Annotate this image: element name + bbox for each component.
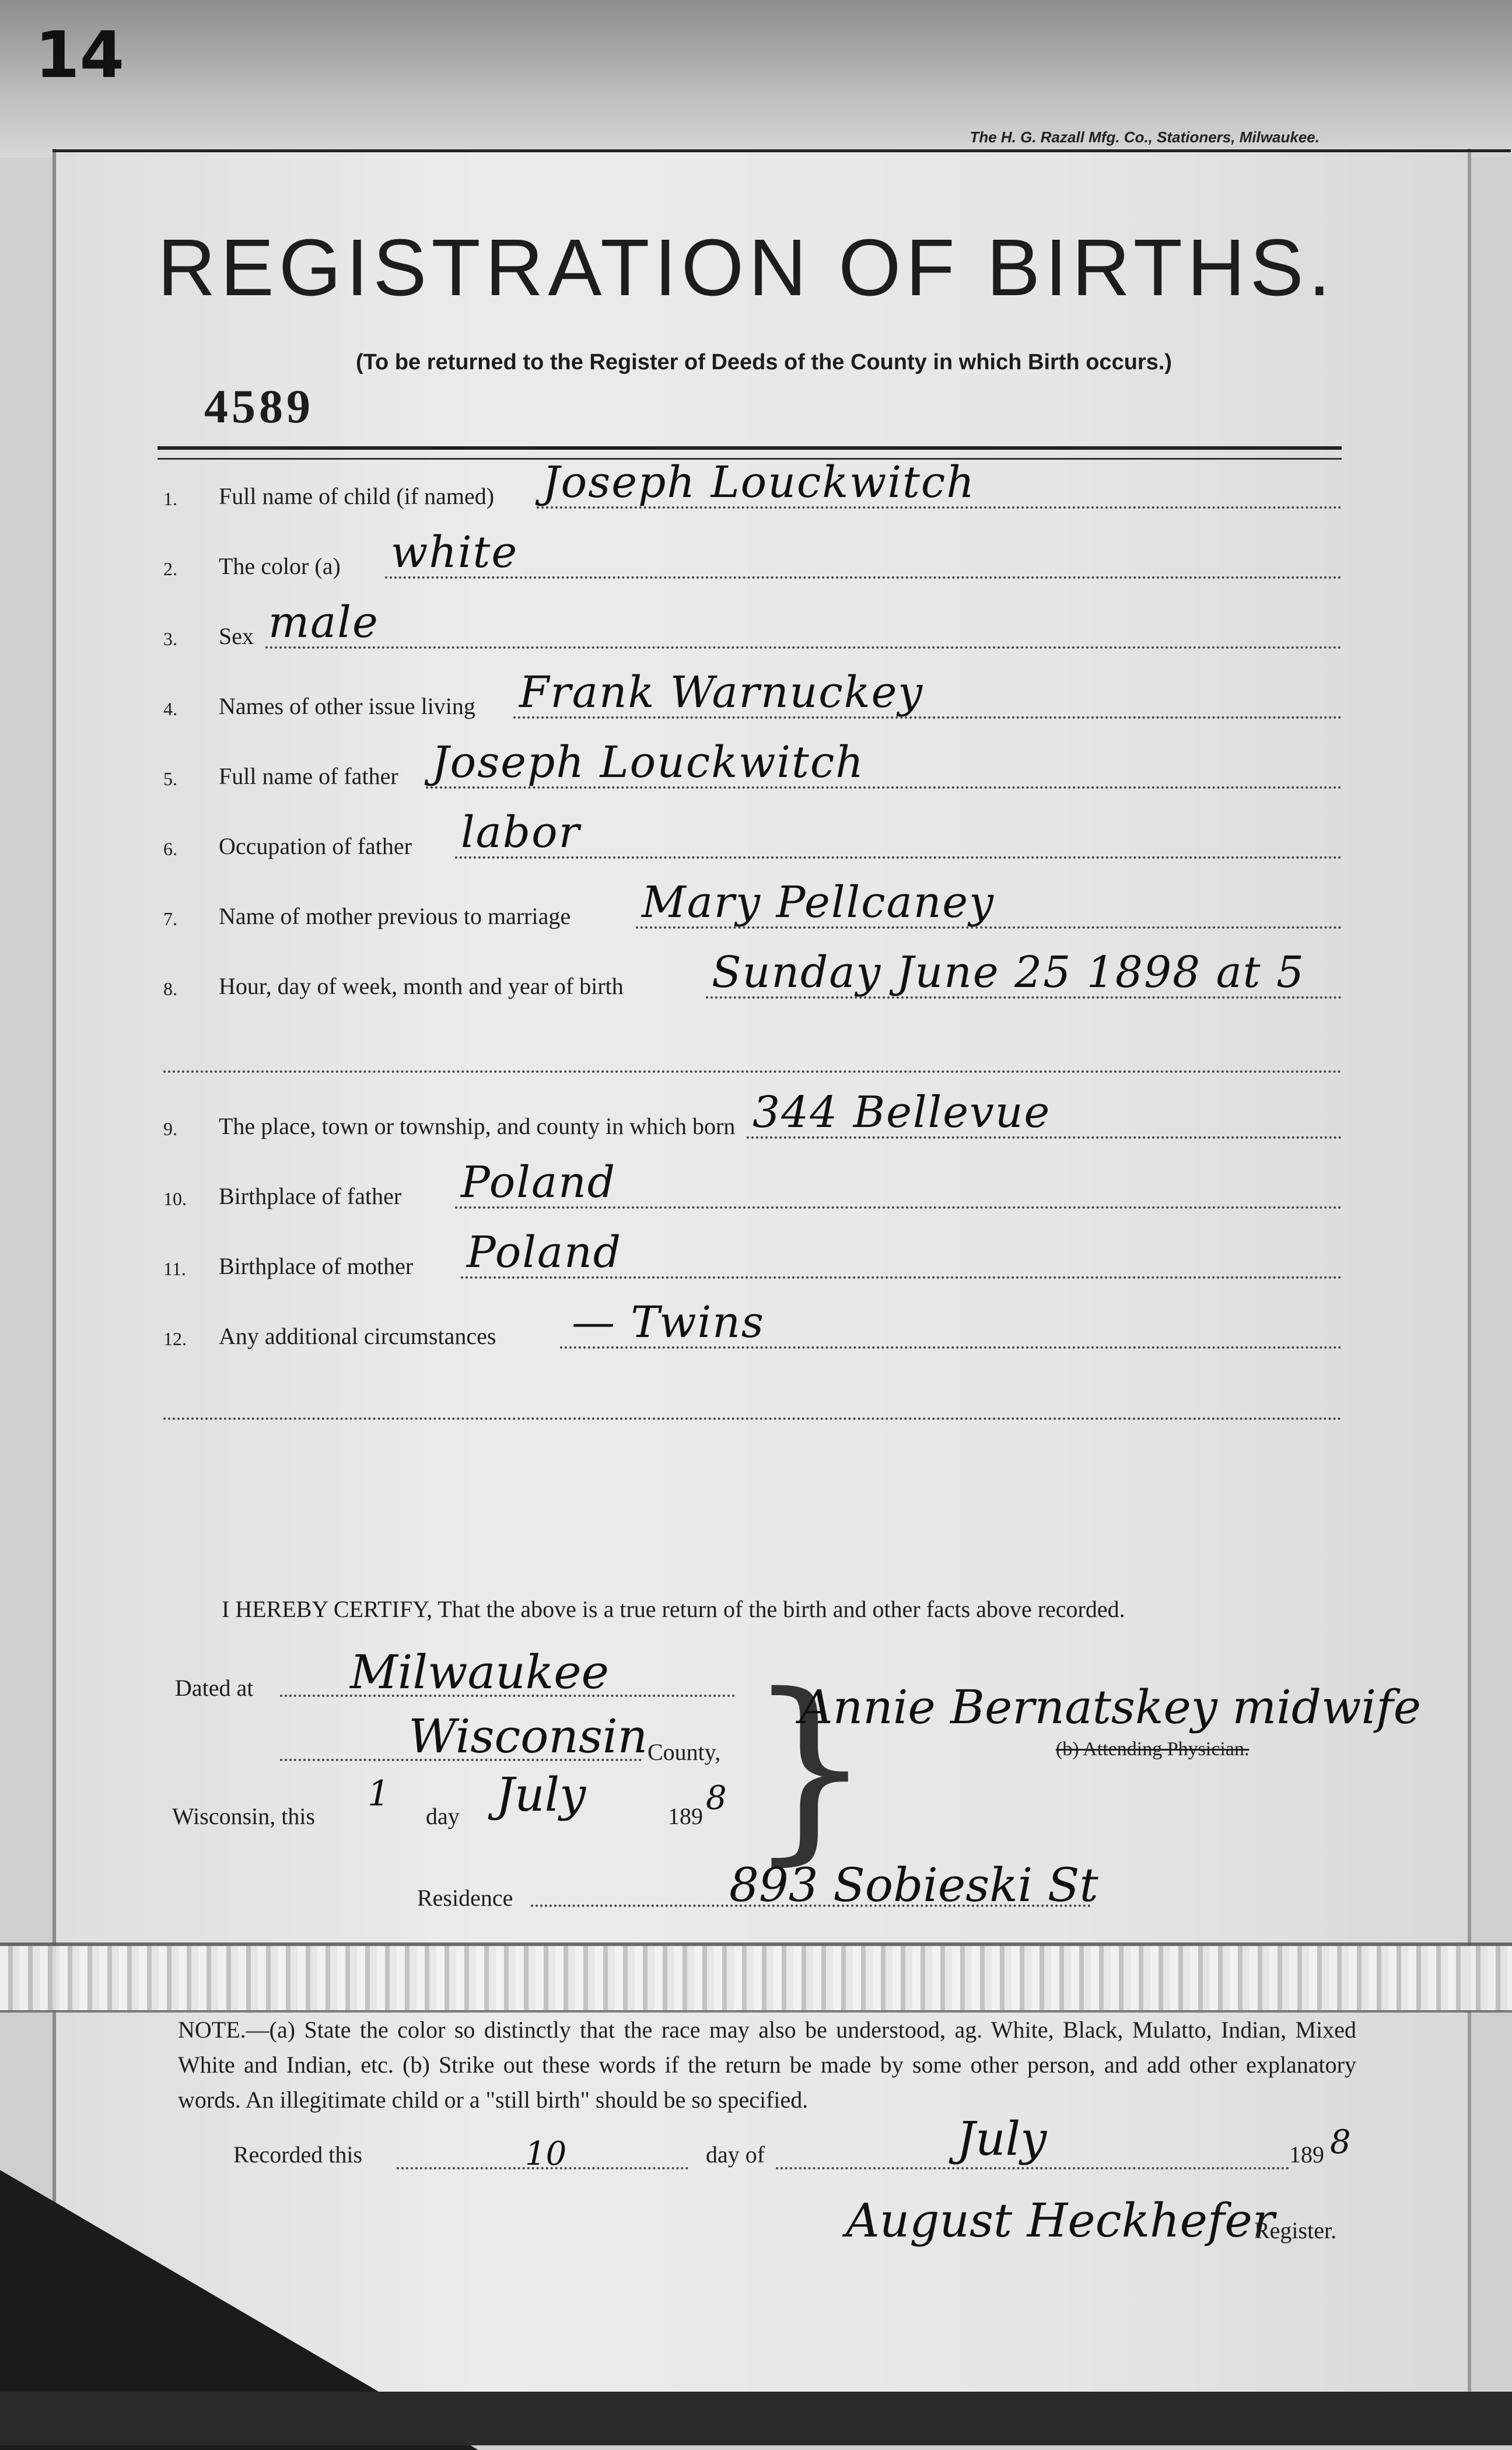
recorded-month-line bbox=[776, 2167, 1289, 2169]
field-number: 12. bbox=[163, 1328, 187, 1349]
field-number: 2. bbox=[163, 558, 177, 579]
field-row-color bbox=[163, 527, 1342, 583]
field-number: 6. bbox=[163, 838, 177, 859]
field-label: Any additional circumstances bbox=[219, 1323, 496, 1349]
field-label: Occupation of father bbox=[219, 833, 412, 859]
county-value[interactable]: Wisconsin bbox=[408, 1709, 648, 1763]
sex-value[interactable]: male bbox=[268, 597, 379, 648]
day-of-label: day of bbox=[706, 2141, 765, 2168]
dated-at-label: Dated at bbox=[175, 1675, 254, 1701]
page-number: 14 bbox=[35, 18, 125, 92]
signer-signature: Annie Bernatskey midwife bbox=[799, 1680, 1422, 1734]
field-number: 3. bbox=[163, 628, 177, 649]
field-number: 10. bbox=[163, 1188, 187, 1209]
recorded-year-suffix[interactable]: 8 bbox=[1330, 2123, 1351, 2161]
field-number: 1. bbox=[163, 488, 177, 509]
field-label: Full name of child (if named) bbox=[219, 483, 495, 509]
register-label: Register. bbox=[1254, 2217, 1337, 2244]
father-occupation-value[interactable]: labor bbox=[461, 807, 581, 858]
field-label: The place, town or township, and county in which born bbox=[219, 1113, 736, 1139]
field-number: 8. bbox=[163, 978, 177, 999]
field-label: Names of other issue living bbox=[219, 693, 475, 719]
mother-birthplace-value[interactable]: Poland bbox=[467, 1227, 622, 1278]
recorded-month-value[interactable]: July bbox=[957, 2112, 1047, 2166]
residence-value[interactable]: 893 Sobieski St bbox=[729, 1858, 1098, 1912]
field-row-father-birthplace bbox=[163, 1157, 1342, 1213]
month-value[interactable]: July bbox=[496, 1768, 586, 1822]
field-row-mother-maiden-name bbox=[163, 877, 1342, 933]
note-paragraph: NOTE.—(a) State the color so distinctly that the race may also be understood, ag. White, Black, Mulatto, Indian, Mixed White and Indian, etc. (b) Strike out these words if the return be made by some other person, and add other explanatory words. An illegitimate child or a "still birth" should be so specified. bbox=[178, 2017, 1356, 2113]
day-label: day bbox=[426, 1803, 460, 1829]
field-line bbox=[265, 646, 1342, 649]
year-suffix[interactable]: 8 bbox=[706, 1779, 727, 1817]
form-subtitle: (To be returned to the Register of Deeds of the County in which Birth occurs.) bbox=[356, 350, 1172, 374]
field-label: Birthplace of father bbox=[219, 1183, 402, 1209]
field-label: Hour, day of week, month and year of birth bbox=[219, 973, 624, 999]
bottom-band bbox=[0, 2392, 1512, 2445]
brace-mark: } bbox=[747, 1652, 873, 1883]
attending-physician-label: (b) Attending Physician. bbox=[1056, 1738, 1250, 1760]
field-number: 5. bbox=[163, 768, 177, 789]
field-number: 4. bbox=[163, 698, 177, 719]
stationer-imprint: The H. G. Razall Mfg. Co., Stationers, Milwaukee. bbox=[970, 128, 1320, 146]
dated-at-value[interactable]: Milwaukee bbox=[350, 1645, 609, 1699]
recorded-year-prefix: 189 bbox=[1289, 2141, 1324, 2168]
continuation-line bbox=[163, 1418, 1342, 1420]
certify-statement: I HEREBY CERTIFY, That the above is a true return of the birth and other facts above recorded. bbox=[222, 1596, 1125, 1622]
field-row-father-name bbox=[163, 737, 1342, 793]
day-value[interactable]: 1 bbox=[368, 1773, 390, 1814]
recorded-day-value[interactable]: 10 bbox=[525, 2135, 567, 2173]
field-row-father-occupation bbox=[163, 807, 1342, 863]
form-title: REGISTRATION OF BIRTHS. bbox=[158, 223, 1336, 313]
field-label: Birthplace of mother bbox=[219, 1253, 414, 1279]
top-rule bbox=[52, 149, 1511, 152]
father-birthplace-value[interactable]: Poland bbox=[461, 1157, 617, 1208]
field-line bbox=[455, 856, 1342, 859]
mother-maiden-name-value[interactable]: Mary Pellcaney bbox=[642, 877, 995, 928]
field-row-additional-circumstances bbox=[163, 1297, 1342, 1353]
field-number: 9. bbox=[163, 1118, 177, 1139]
birthplace-value[interactable]: 344 Bellevue bbox=[752, 1087, 1051, 1138]
torn-edge bbox=[0, 1943, 1512, 2013]
additional-circumstances-value[interactable]: — Twins bbox=[572, 1297, 765, 1348]
field-line bbox=[385, 576, 1342, 579]
year-prefix: 189 bbox=[668, 1803, 703, 1829]
field-label: Name of mother previous to marriage bbox=[219, 903, 571, 929]
continuation-line bbox=[163, 1070, 1342, 1073]
field-label: The color (a) bbox=[219, 553, 341, 579]
field-number: 7. bbox=[163, 908, 177, 929]
child-name-value[interactable]: Joseph Louckwitch bbox=[542, 457, 976, 508]
field-row-birthplace bbox=[163, 1087, 1342, 1143]
wisconsin-this-label: Wisconsin, this bbox=[172, 1803, 316, 1829]
birth-time-value[interactable]: Sunday June 25 1898 at 5 bbox=[712, 947, 1306, 998]
registration-number: 4589 bbox=[204, 380, 314, 433]
field-row-sex bbox=[163, 597, 1342, 653]
residence-label: Residence bbox=[417, 1885, 513, 1911]
recorded-label: Recorded this bbox=[233, 2141, 363, 2168]
register-signature: August Heckhefer bbox=[846, 2193, 1275, 2248]
other-issue-value[interactable]: Frank Warnuckey bbox=[519, 667, 924, 718]
color-value[interactable]: white bbox=[391, 527, 519, 578]
field-row-birth-time bbox=[163, 947, 1342, 1003]
field-row-other-issue bbox=[163, 667, 1342, 723]
field-label: Full name of father bbox=[219, 763, 398, 789]
field-row-child-name bbox=[163, 457, 1342, 513]
father-name-value[interactable]: Joseph Louckwitch bbox=[432, 737, 865, 788]
field-label: Sex bbox=[219, 623, 254, 649]
field-number: 11. bbox=[163, 1258, 186, 1279]
field-row-mother-birthplace bbox=[163, 1227, 1342, 1283]
county-label: County, bbox=[648, 1739, 721, 1765]
